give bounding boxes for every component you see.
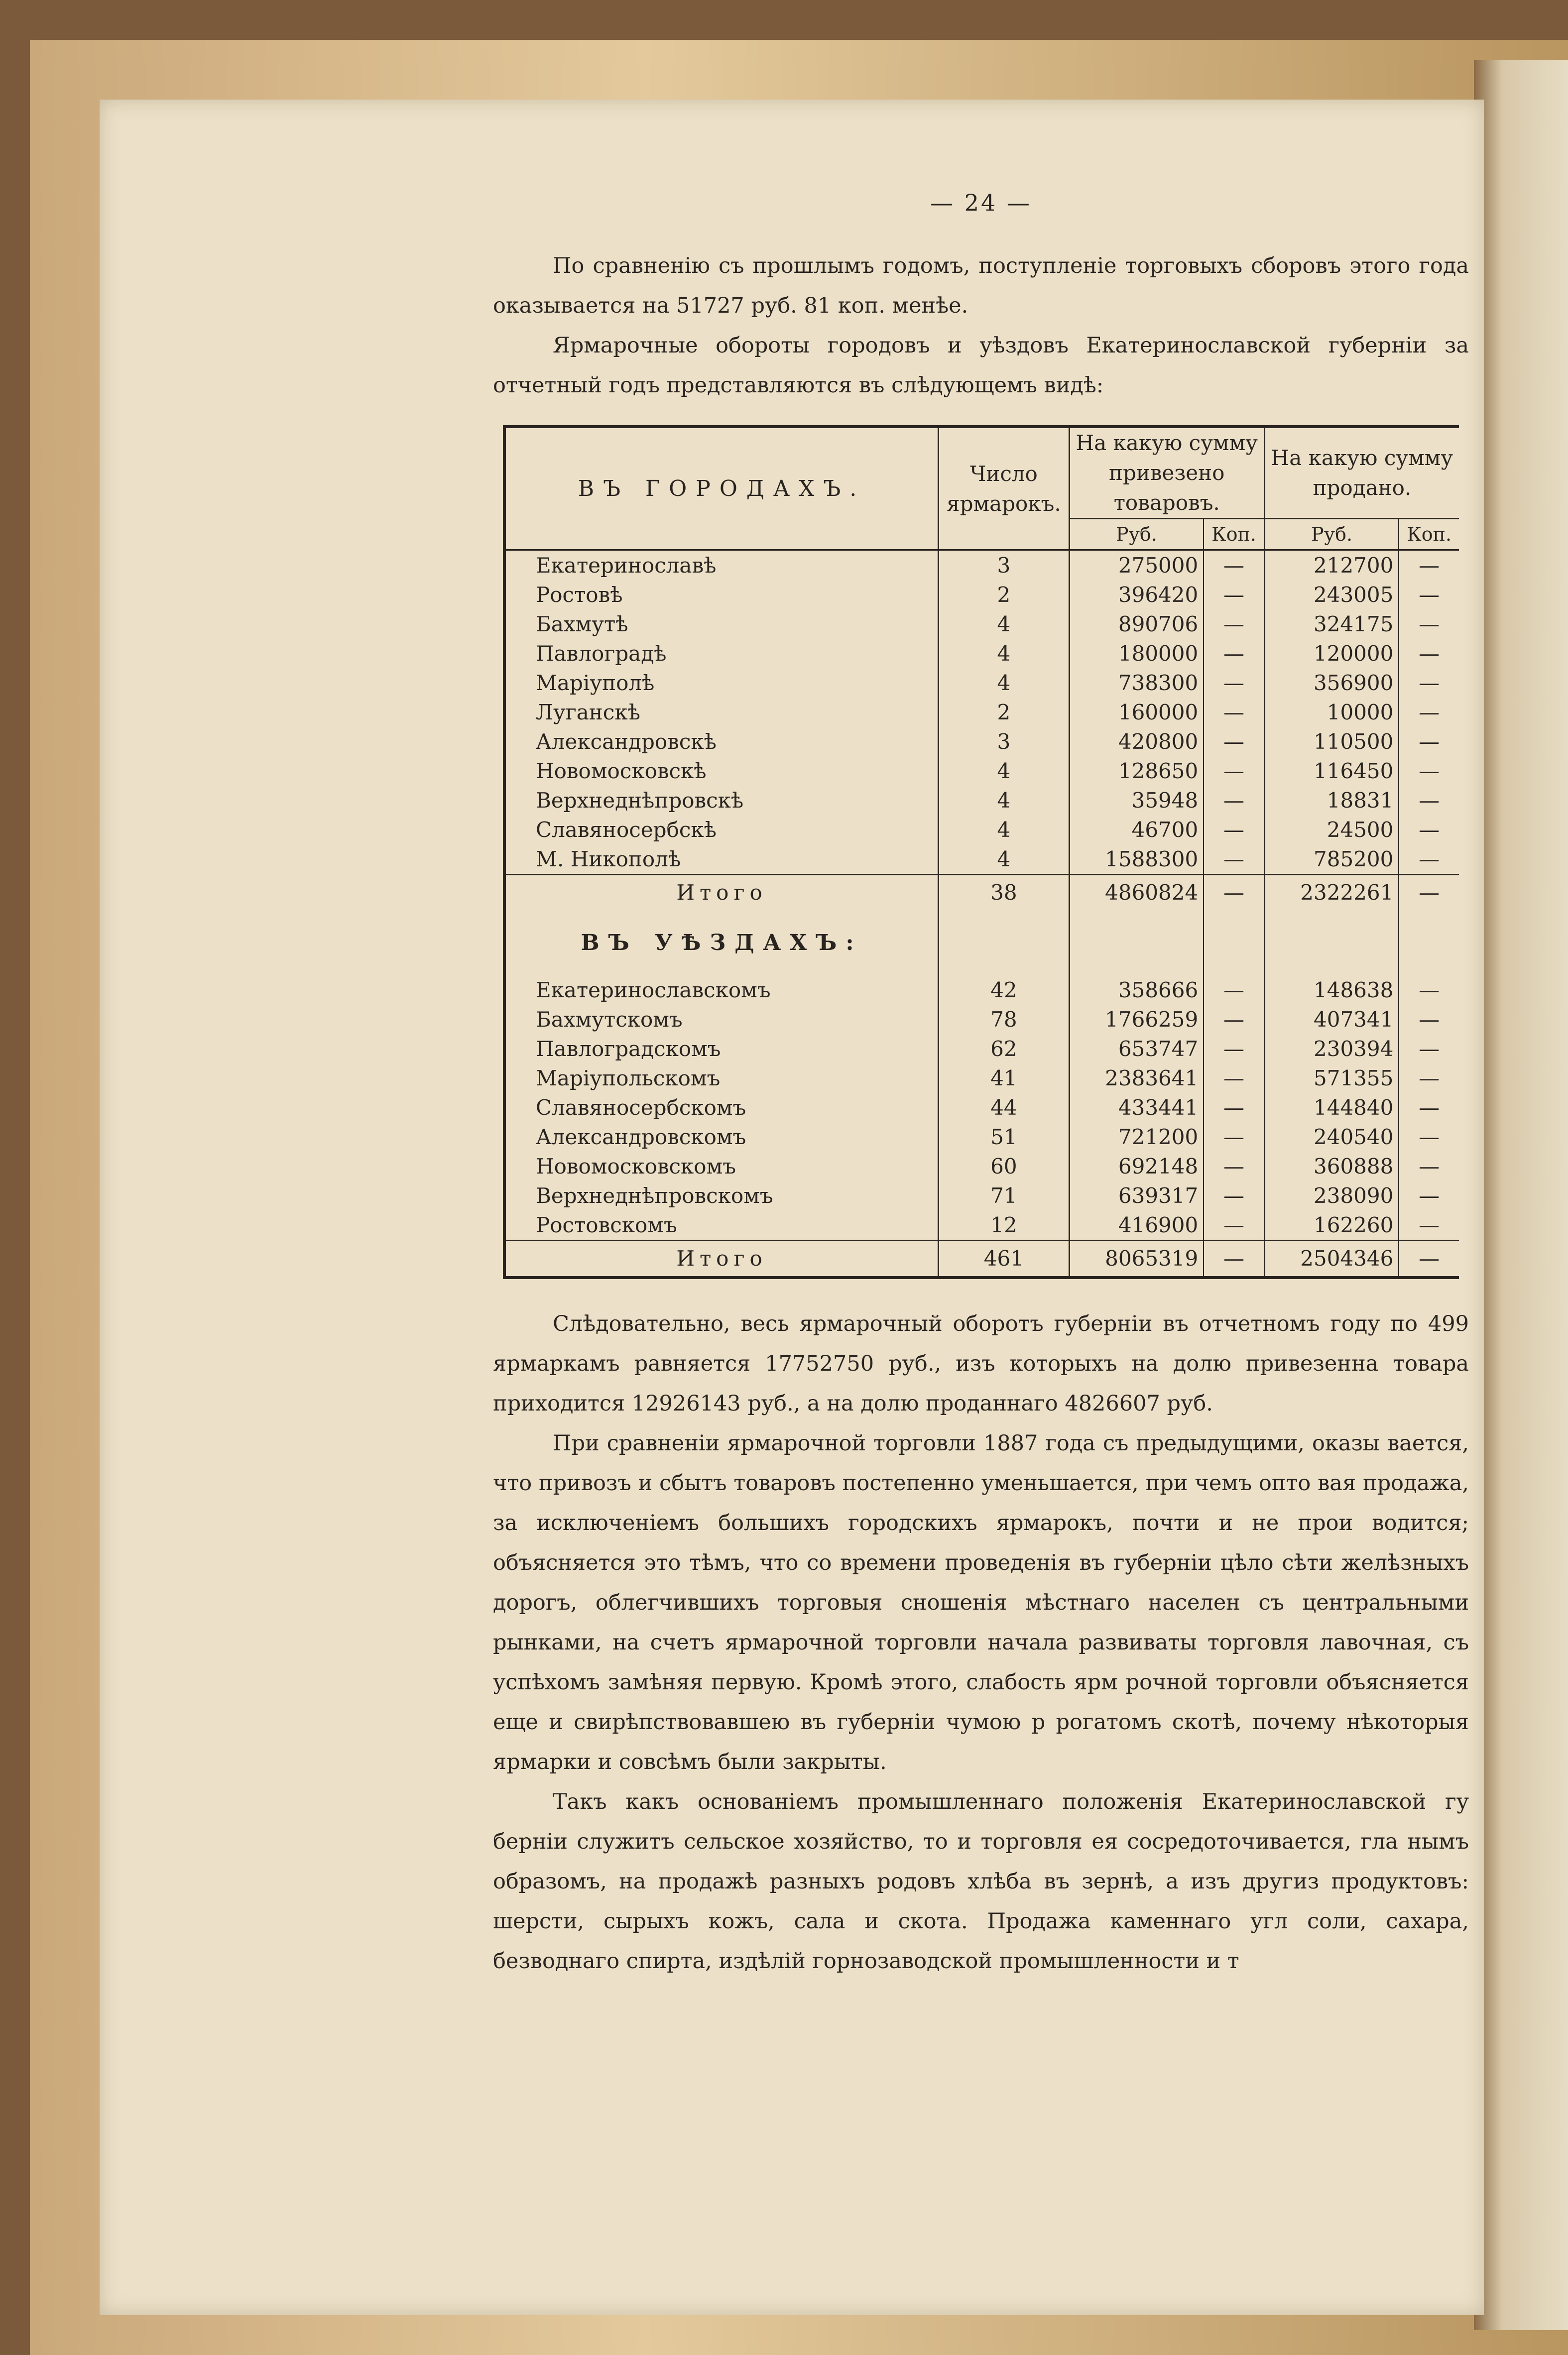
- city-name: Новомосковскѣ: [536, 759, 707, 783]
- district-sold-kop: —: [1419, 1007, 1440, 1032]
- city-count: 4: [939, 844, 1070, 875]
- city-count: 2: [939, 580, 1070, 609]
- district-sold-kop: —: [1419, 978, 1440, 1002]
- district-sold-rub: 162260: [1264, 1210, 1399, 1241]
- city-name: Маріуполѣ: [536, 671, 655, 695]
- city-name: Верхнеднѣпровскѣ: [536, 788, 744, 813]
- table-header-row: [504, 427, 1459, 519]
- city-sold-rub: 110500: [1264, 727, 1399, 756]
- district-row: [504, 1005, 1459, 1034]
- body-paragraph-5: Такъ какъ основаніемъ промышленнаго положенія Екатеринославской гу берніи служитъ сельское хозяйство, то и торговля ея сосредоточивается, гла нымъ образомъ, на продажѣ разныхъ родовъ хлѣба въ зернѣ, а изъ другиз продуктовъ: шерсти, сырыхъ кожъ, сала и скота. Продажа каменнаго угл соли, сахара, безводнаго спирта, издѣлій горнозаводской промышленности и т: [493, 1789, 1469, 1974]
- city-brought-kop: —: [1204, 756, 1264, 786]
- district-sold-rub: 238090: [1264, 1181, 1399, 1210]
- district-name: Новомосковскомъ: [536, 1154, 736, 1178]
- page-number: — 24 —: [930, 189, 1032, 216]
- city-brought-kop: —: [1204, 580, 1264, 609]
- district-sold-rub: 144840: [1264, 1093, 1399, 1122]
- city-sold-rub: 10000: [1264, 698, 1399, 727]
- district-brought-rub: 721200: [1069, 1122, 1204, 1152]
- district-brought-kop: —: [1204, 975, 1264, 1005]
- body-paragraph-4: При сравненіи ярмарочной торговли 1887 года съ предыдущими, оказы вается, что привозъ и сбытъ товаровъ постепенно уменьшается, при чемъ опто вая продажа, за исключеніемъ большихъ городскихъ ярмарокъ, почти и не прои водится; объясняется это тѣмъ, что со времени проведенія въ губерніи цѣло сѣти желѣзныхъ дорогъ, облегчившихъ торговыя сношенія мѣстнаго населен съ центральными рынками, на счетъ ярмарочной торговли начала развиваты торговля лавочная, съ успѣхомъ замѣняя первую. Кромѣ этого, слабость ярм рочной торговли объясняется еще и свирѣпствовавшею въ губерніи чумою р рогатомъ скотѣ, почему нѣкоторыя ярмарки и совсѣмъ были закрыты.: [493, 1431, 1469, 1774]
- district-brought-kop: —: [1204, 1034, 1264, 1063]
- body-paragraph-3: Слѣдовательно, весь ярмарочный оборотъ губерніи въ отчетномъ году по 499 ярмаркамъ равняется 17752750 руб., изъ которыхъ на долю привезенна товара приходится 12926143 руб., а на долю проданнаго 4826607 руб.: [493, 1311, 1469, 1416]
- header-brought: На какую сумму привезено товаровъ.: [1069, 427, 1264, 519]
- city-name: Ростовѣ: [536, 583, 623, 607]
- city-row: [504, 727, 1459, 756]
- city-row: [504, 698, 1459, 727]
- city-brought-kop: —: [1204, 639, 1264, 668]
- district-count: 78: [939, 1005, 1070, 1034]
- districts-total-brought: 8065319: [1069, 1241, 1204, 1278]
- district-name: Александровскомъ: [536, 1125, 746, 1149]
- district-row: [504, 1034, 1459, 1063]
- district-name: Екатеринославскомъ: [536, 978, 771, 1002]
- city-name: Павлоградѣ: [536, 641, 667, 666]
- district-row: [504, 1093, 1459, 1122]
- city-row: [504, 668, 1459, 698]
- district-sold-kop: —: [1419, 1213, 1440, 1237]
- district-brought-rub: 639317: [1069, 1181, 1204, 1210]
- district-brought-rub: 692148: [1069, 1152, 1204, 1181]
- city-sold-kop: —: [1419, 759, 1440, 783]
- header-sold-kop: Коп.: [1399, 519, 1459, 550]
- header-sold: На какую сумму продано.: [1264, 427, 1459, 519]
- cities-total: [504, 875, 1459, 976]
- districts-rows: [504, 975, 1459, 1241]
- intro-paragraph-1: По сравненію съ прошлымъ годомъ, поступленіе торговыхъ сборовъ этого года оказывается на 51727 руб. 81 коп. менѣе.: [493, 253, 1469, 318]
- district-brought-rub: 416900: [1069, 1210, 1204, 1241]
- district-sold-kop: —: [1419, 1154, 1440, 1178]
- city-sold-rub: 243005: [1264, 580, 1399, 609]
- district-sold-kop: —: [1419, 1183, 1440, 1208]
- city-name: Екатеринославѣ: [536, 553, 717, 578]
- city-sold-kop: —: [1419, 641, 1440, 666]
- city-brought-kop: —: [1204, 550, 1264, 581]
- city-sold-kop: —: [1419, 553, 1440, 578]
- city-brought-rub: 420800: [1069, 727, 1204, 756]
- city-name: Славяносербскѣ: [536, 818, 717, 842]
- city-brought-kop: —: [1204, 844, 1264, 875]
- city-name: Бахмутѣ: [536, 612, 628, 636]
- district-brought-rub: 1766259: [1069, 1005, 1204, 1034]
- cities-total-row: [504, 875, 1459, 911]
- cities-total-sold-kop: —: [1399, 875, 1459, 911]
- district-count: 44: [939, 1093, 1070, 1122]
- city-sold-kop: —: [1419, 788, 1440, 813]
- city-sold-kop: —: [1419, 583, 1440, 607]
- city-name: Луганскѣ: [536, 700, 640, 724]
- city-brought-rub: 1588300: [1069, 844, 1204, 875]
- districts-total-count: 461: [939, 1241, 1070, 1278]
- header-sold-rub: Руб.: [1264, 519, 1399, 550]
- district-sold-rub: 148638: [1264, 975, 1399, 1005]
- district-sold-kop: —: [1419, 1066, 1440, 1090]
- city-row: [504, 844, 1459, 875]
- district-sold-rub: 360888: [1264, 1152, 1399, 1181]
- city-count: 4: [939, 639, 1070, 668]
- district-row: [504, 1063, 1459, 1093]
- district-sold-rub: 230394: [1264, 1034, 1399, 1063]
- city-sold-kop: —: [1419, 671, 1440, 695]
- city-row: [504, 639, 1459, 668]
- city-sold-rub: 356900: [1264, 668, 1399, 698]
- header-brought-kop: Коп.: [1204, 519, 1264, 550]
- cities-total-label: Итого: [504, 875, 939, 911]
- district-row: [504, 1181, 1459, 1210]
- district-brought-kop: —: [1204, 1063, 1264, 1093]
- intro-paragraph-2: Ярмарочные обороты городовъ и уѣздовъ Екатеринославской губерніи за отчетный годъ представляются въ слѣдующемъ видѣ:: [493, 333, 1469, 398]
- city-sold-rub: 212700: [1264, 550, 1399, 581]
- city-count: 4: [939, 668, 1070, 698]
- district-brought-kop: —: [1204, 1181, 1264, 1210]
- city-brought-kop: —: [1204, 786, 1264, 815]
- district-name: Бахмутскомъ: [536, 1007, 683, 1032]
- district-brought-kop: —: [1204, 1005, 1264, 1034]
- district-name: Славяносербскомъ: [536, 1095, 746, 1120]
- district-row: [504, 1152, 1459, 1181]
- district-brought-rub: 358666: [1069, 975, 1204, 1005]
- fair-turnover-table: [503, 425, 1459, 1279]
- city-brought-kop: —: [1204, 698, 1264, 727]
- district-brought-rub: 653747: [1069, 1034, 1204, 1063]
- district-row: [504, 1122, 1459, 1152]
- district-brought-rub: 2383641: [1069, 1063, 1204, 1093]
- next-page-edge: [1474, 60, 1568, 2330]
- district-count: 60: [939, 1152, 1070, 1181]
- city-sold-kop: —: [1419, 700, 1440, 724]
- city-sold-kop: —: [1419, 818, 1440, 842]
- district-brought-kop: —: [1204, 1210, 1264, 1241]
- city-count: 3: [939, 550, 1070, 581]
- districts-total-sold: 2504346: [1264, 1241, 1399, 1278]
- cities-total-brought-kop: —: [1204, 875, 1264, 911]
- city-name: М. Никополѣ: [536, 847, 681, 871]
- district-count: 12: [939, 1210, 1070, 1241]
- city-count: 2: [939, 698, 1070, 727]
- districts-total-row: [504, 1241, 1459, 1278]
- district-sold-kop: —: [1419, 1037, 1440, 1061]
- city-row: [504, 786, 1459, 815]
- district-name: Верхнеднѣпровскомъ: [536, 1183, 773, 1208]
- city-count: 4: [939, 609, 1070, 639]
- city-brought-rub: 180000: [1069, 639, 1204, 668]
- city-brought-rub: 396420: [1069, 580, 1204, 609]
- page-content: [493, 189, 1469, 1981]
- header-fair-count: Число ярмарокъ.: [939, 427, 1070, 550]
- city-sold-kop: —: [1419, 847, 1440, 871]
- district-name: Павлоградскомъ: [536, 1037, 721, 1061]
- district-count: 41: [939, 1063, 1070, 1093]
- cities-section-title: ВЪ ГОРОДАХЪ.: [504, 427, 939, 550]
- district-brought-kop: —: [1204, 1093, 1264, 1122]
- city-count: 3: [939, 727, 1070, 756]
- city-sold-rub: 324175: [1264, 609, 1399, 639]
- city-brought-kop: —: [1204, 609, 1264, 639]
- city-sold-rub: 24500: [1264, 815, 1399, 844]
- header-brought-rub: Руб.: [1069, 519, 1204, 550]
- city-row: [504, 580, 1459, 609]
- cities-total-sold: 2322261: [1264, 875, 1399, 911]
- city-sold-rub: 785200: [1264, 844, 1399, 875]
- district-sold-rub: 571355: [1264, 1063, 1399, 1093]
- district-sold-rub: 240540: [1264, 1122, 1399, 1152]
- city-sold-rub: 120000: [1264, 639, 1399, 668]
- city-brought-kop: —: [1204, 727, 1264, 756]
- district-sold-rub: 407341: [1264, 1005, 1399, 1034]
- district-row: [504, 1210, 1459, 1241]
- city-sold-kop: —: [1419, 729, 1440, 754]
- city-sold-rub: 116450: [1264, 756, 1399, 786]
- districts-total-label: Итого: [504, 1241, 939, 1278]
- cities-total-count: 38: [939, 875, 1070, 911]
- city-brought-rub: 46700: [1069, 815, 1204, 844]
- city-brought-rub: 738300: [1069, 668, 1204, 698]
- district-brought-kop: —: [1204, 1122, 1264, 1152]
- district-sold-kop: —: [1419, 1125, 1440, 1149]
- cities-rows: [504, 550, 1459, 875]
- district-name: Маріупольскомъ: [536, 1066, 721, 1090]
- city-row: [504, 815, 1459, 844]
- city-count: 4: [939, 786, 1070, 815]
- districts-total-brought-kop: —: [1204, 1241, 1264, 1278]
- city-brought-kop: —: [1204, 815, 1264, 844]
- district-count: 51: [939, 1122, 1070, 1152]
- district-count: 62: [939, 1034, 1070, 1063]
- district-name: Ростовскомъ: [536, 1213, 677, 1237]
- city-sold-kop: —: [1419, 612, 1440, 636]
- city-row: [504, 550, 1459, 581]
- district-count: 42: [939, 975, 1070, 1005]
- district-brought-kop: —: [1204, 1152, 1264, 1181]
- districts-section-title: ВЪ УѢЗДАХЪ:: [581, 930, 863, 955]
- city-brought-rub: 128650: [1069, 756, 1204, 786]
- city-row: [504, 756, 1459, 786]
- city-count: 4: [939, 756, 1070, 786]
- city-brought-rub: 160000: [1069, 698, 1204, 727]
- city-row: [504, 609, 1459, 639]
- city-brought-rub: 275000: [1069, 550, 1204, 581]
- districts-total: [504, 1241, 1459, 1278]
- city-name: Александровскѣ: [536, 729, 717, 754]
- city-brought-kop: —: [1204, 668, 1264, 698]
- districts-total-sold-kop: —: [1399, 1241, 1459, 1278]
- city-brought-rub: 35948: [1069, 786, 1204, 815]
- city-count: 4: [939, 815, 1070, 844]
- city-brought-rub: 890706: [1069, 609, 1204, 639]
- district-sold-kop: —: [1419, 1095, 1440, 1120]
- district-row: [504, 975, 1459, 1005]
- city-sold-rub: 18831: [1264, 786, 1399, 815]
- district-brought-rub: 433441: [1069, 1093, 1204, 1122]
- cities-total-brought: 4860824: [1069, 875, 1204, 911]
- districts-title-row: [504, 910, 1459, 975]
- district-count: 71: [939, 1181, 1070, 1210]
